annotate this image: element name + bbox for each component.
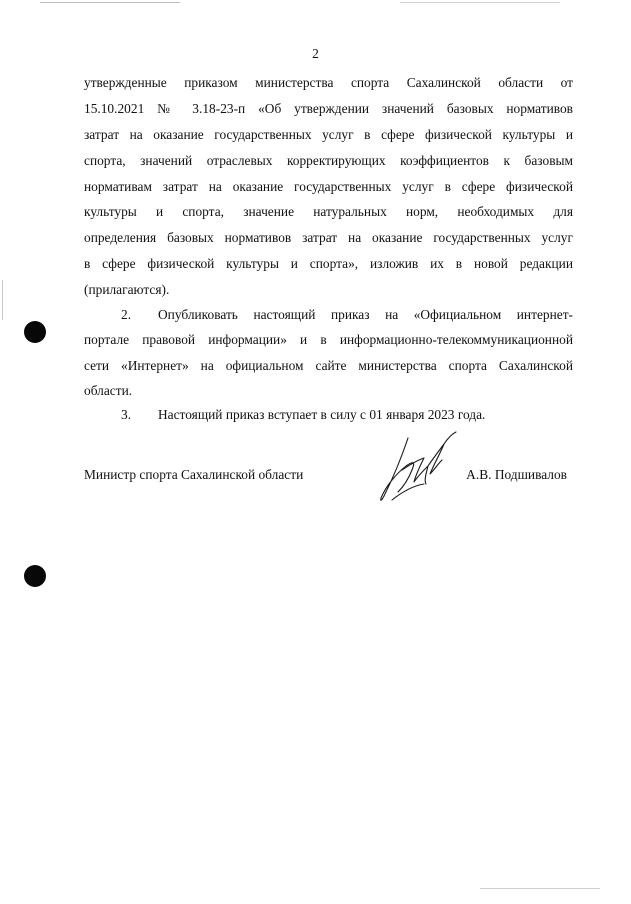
scan-artifact-line <box>480 888 600 889</box>
paragraph-line: культуры и спорта, значение натуральных норм, необходимых для <box>84 204 573 219</box>
signatory-title: Министр спорта Сахалинской области <box>84 467 304 482</box>
handwritten-signature <box>372 430 462 510</box>
item-number: 3. <box>121 407 132 422</box>
item-text: Опубликовать настоящий приказ на «Официальном интернет- <box>158 307 573 322</box>
signatory-name: А.В. Подшивалов <box>466 467 567 482</box>
paragraph-line: спорта, значений отраслевых корректирующих коэффициентов к базовым <box>84 153 573 168</box>
signature-block <box>84 467 573 485</box>
paragraph-line: нормативам затрат на оказание государственных услуг в сфере физической <box>84 179 573 194</box>
scan-artifact-line <box>40 2 180 3</box>
paragraph-line: затрат на оказание государственных услуг в сфере физической культуры и <box>84 127 573 142</box>
punch-hole <box>24 321 46 343</box>
item-number: 2. <box>121 307 132 322</box>
item-text: Настоящий приказ вступает в силу с 01 января 2023 года. <box>158 407 486 422</box>
paragraph-line: в сфере физической культуры и спорта», изложив их в новой редакции <box>84 256 573 271</box>
numbered-item-3 <box>84 407 573 423</box>
paragraph-line: утвержденные приказом министерства спорта Сахалинской области от <box>84 75 573 90</box>
page-number: 2 <box>312 46 319 61</box>
paragraph-line: определения базовых нормативов затрат на оказание государственных услуг <box>84 230 573 245</box>
scan-artifact-line <box>2 280 3 320</box>
punch-hole <box>24 565 46 587</box>
numbered-item-2 <box>84 307 573 323</box>
paragraph-line: области. <box>84 383 133 398</box>
scan-artifact-line <box>400 2 560 3</box>
paragraph-line: сети «Интернет» на официальном сайте министерства спорта Сахалинской <box>84 358 573 373</box>
paragraph-line: портале правовой информации» и в информационно-телекоммуникационной <box>84 332 573 347</box>
paragraph-line: (прилагаются). <box>84 282 170 297</box>
paragraph-line: 15.10.2021 № 3.18-23-п «Об утверждении значений базовых нормативов <box>84 101 573 116</box>
